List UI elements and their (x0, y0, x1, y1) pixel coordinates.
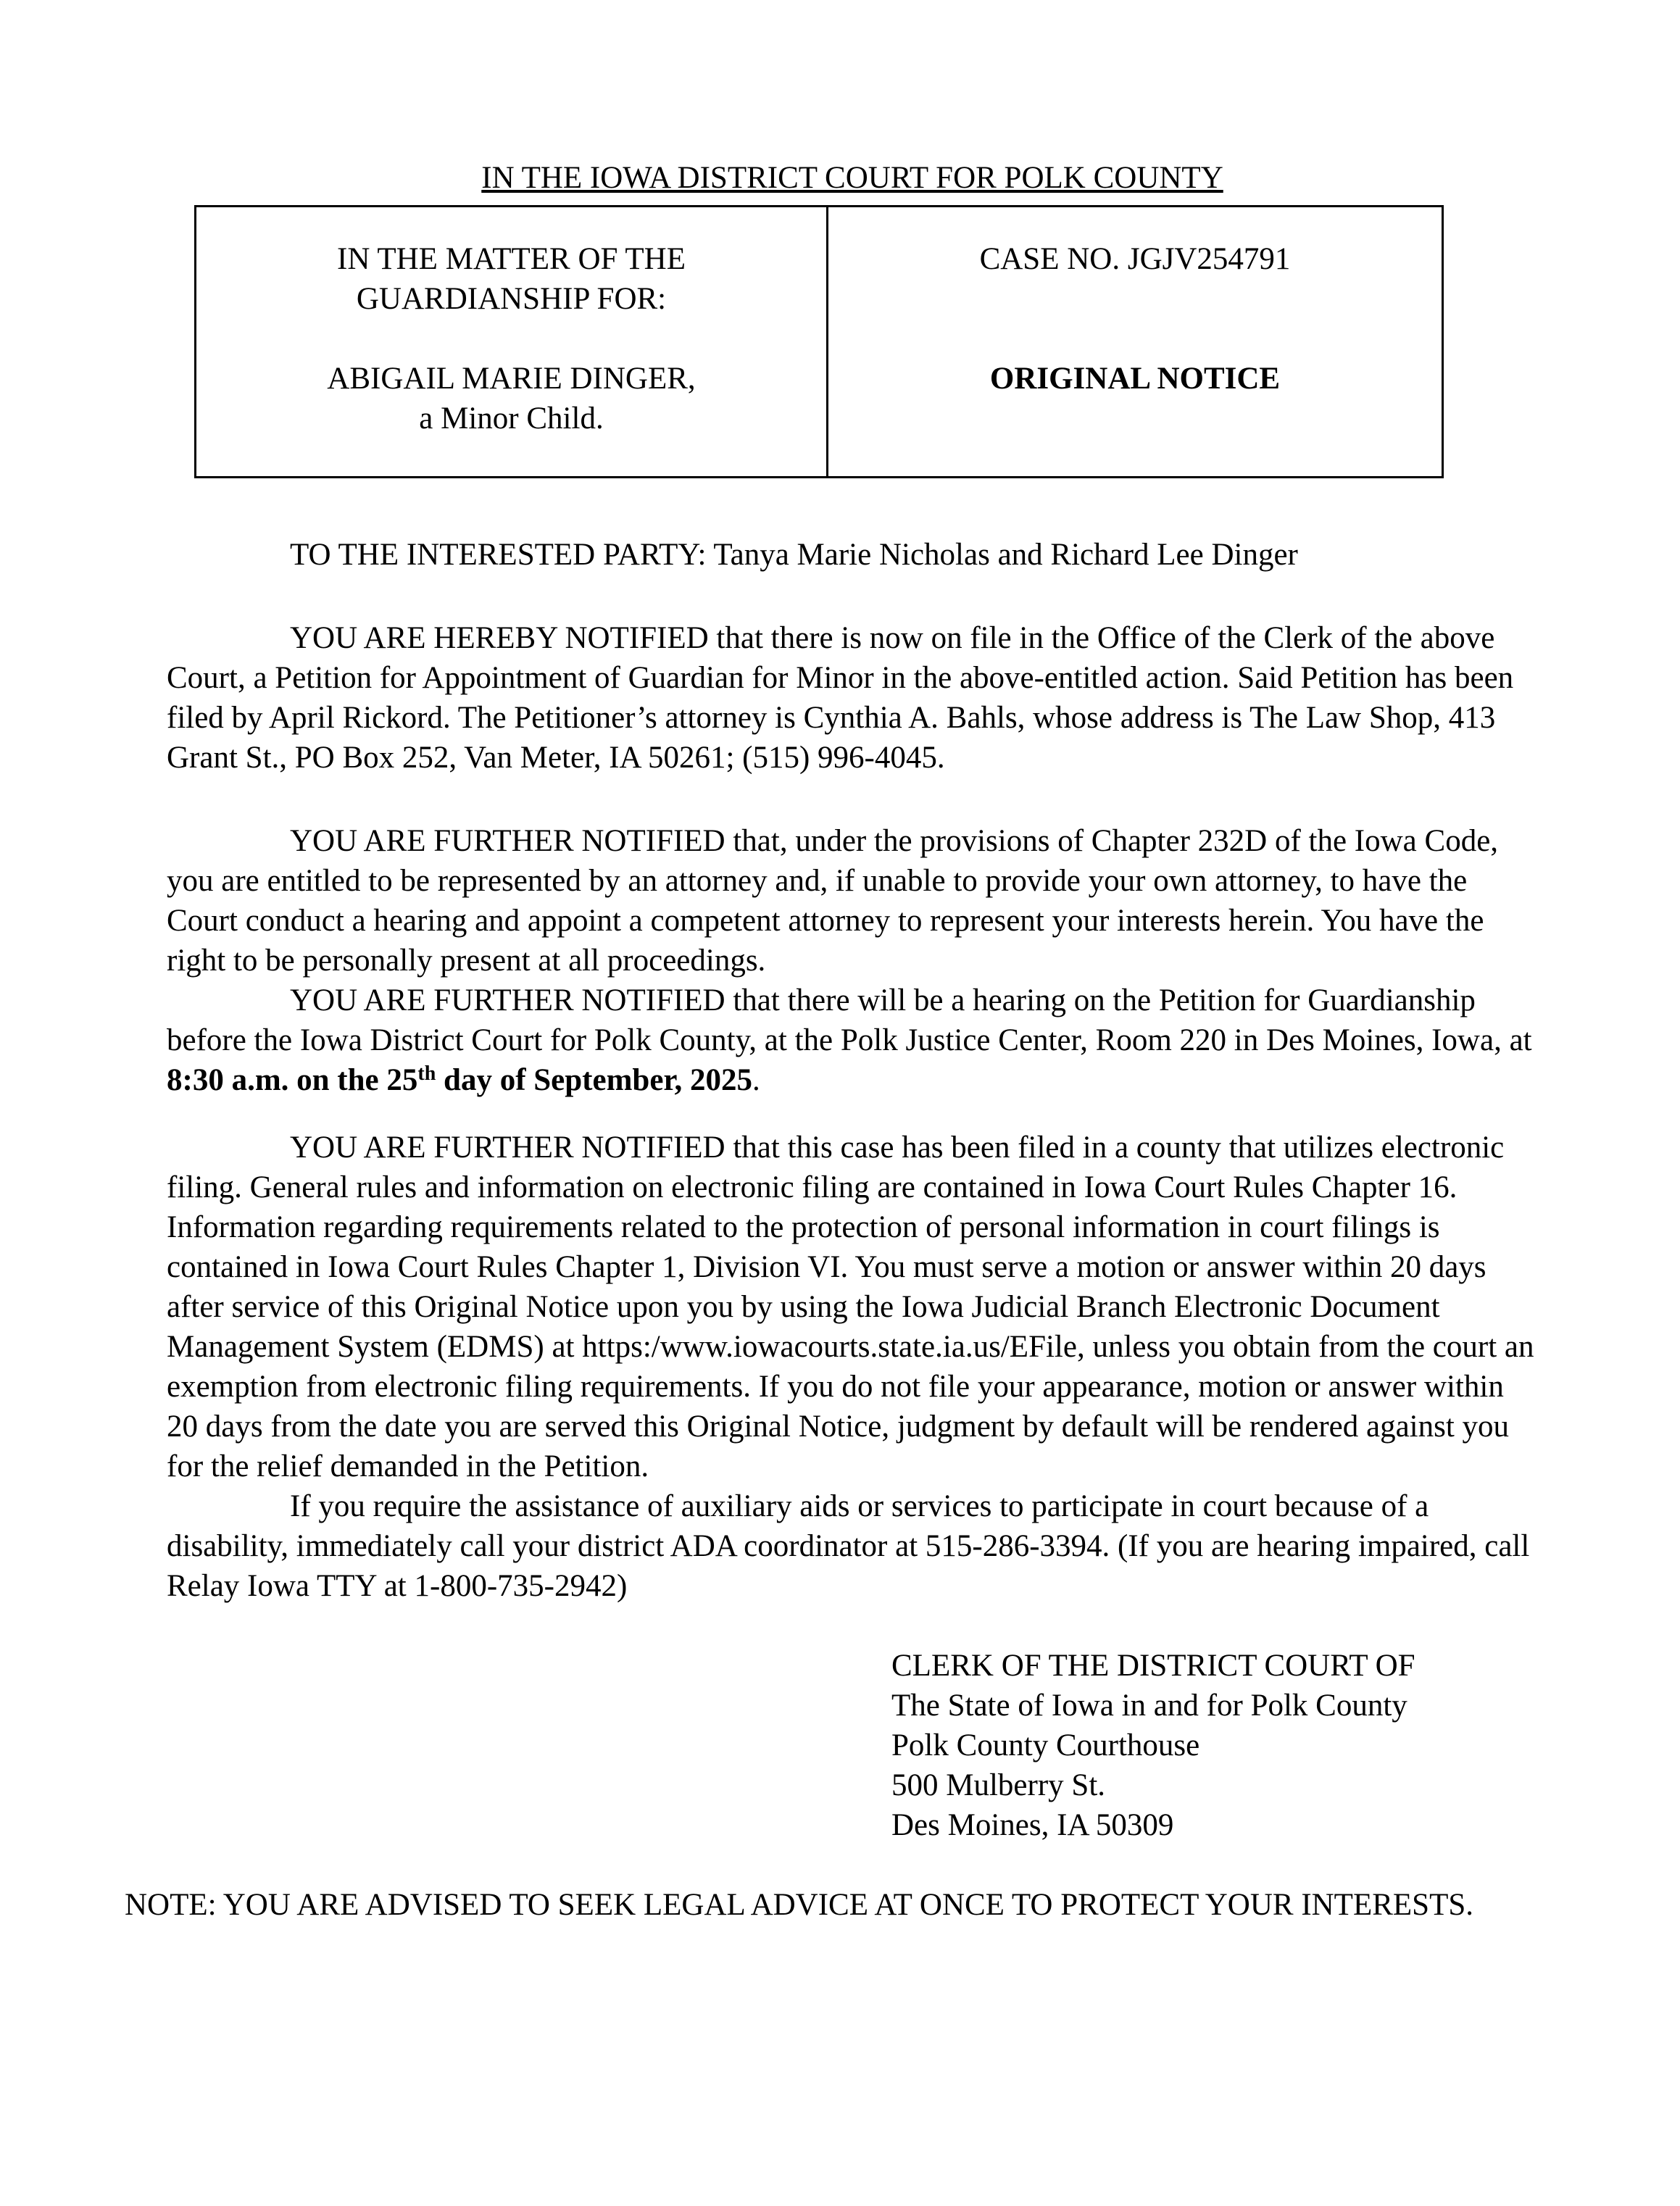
minor-description-line: a Minor Child. (419, 401, 604, 436)
hearing-date-ordinal-superscript: th (417, 1062, 436, 1085)
minor-name-line: ABIGAIL MARIE DINGER, (327, 362, 696, 396)
clerk-line-2: The State of Iowa in and for Polk County (891, 1689, 1407, 1723)
notice-title: ORIGINAL NOTICE (989, 362, 1281, 396)
matter-heading-group (214, 239, 809, 319)
clerk-address-street: 500 Mulberry St. (891, 1768, 1106, 1802)
clerk-signature-block (891, 1646, 1538, 1845)
case-number: CASE NO. JGJV254791 (979, 242, 1291, 276)
caption-box-left-cell (196, 207, 826, 476)
clerk-line-1: CLERK OF THE DISTRICT COURT OF (891, 1649, 1415, 1683)
hearing-datetime-bold: 8:30 a.m. on the 25 (167, 1063, 418, 1097)
minor-name-group (214, 359, 809, 438)
clerk-line-3: Polk County Courthouse (891, 1728, 1200, 1762)
paragraph-ada-assistance: If you require the assistance of auxiliary aids or services to participate in court because of a disability, immediately call your district ADA coordinator at 515-286-3394. (If you are hearing impaired, call Relay Iowa TTY at 1-800-735-2942) (167, 1489, 1530, 1603)
legal-advice-note: NOTE: YOU ARE ADVISED TO SEEK LEGAL ADVICE AT ONCE TO PROTECT YOUR INTERESTS. (125, 1888, 1474, 1922)
clerk-address-city: Des Moines, IA 50309 (891, 1808, 1174, 1842)
interested-party-line: TO THE INTERESTED PARTY: Tanya Marie Nicholas and Richard Lee Dinger (290, 538, 1298, 572)
hearing-sentence-period: . (752, 1063, 760, 1097)
matter-line-2: GUARDIANSHIP FOR: (356, 282, 667, 316)
hearing-date-bold: day of September, 2025 (436, 1063, 753, 1097)
court-header-title: IN THE IOWA DISTRICT COURT FOR POLK COUNTY (481, 161, 1223, 195)
hearing-text: YOU ARE FURTHER NOTIFIED that there will be a hearing on the Petition for Guardianship before the Iowa District Court for Polk County, at the Polk Justice Center, Room 220 in Des Moines, Iowa, at (167, 983, 1532, 1057)
paragraph-further-notified-attorney: YOU ARE FURTHER NOTIFIED that, under the provisions of Chapter 232D of the Iowa Code, you are entitled to be represented by an attorney and, if unable to provide your own attorney, to have the Court conduct a hearing and appoint a competent attorney to represent your interests herein. You have the right to be personally present at all proceedings. (167, 824, 1499, 978)
paragraph-hereby-notified: YOU ARE HEREBY NOTIFIED that there is now on file in the Office of the Clerk of the above Court, a Petition for Appointment of Guardian for Minor in the above-entitled action. Said Petition has been filed by April Rickord. The Petitioner’s attorney is Cynthia A. Bahls, whose address is The Law Shop, 413 Grant St., PO Box 252, Van Meter, IA 50261; (515) 996-4045. (167, 621, 1514, 775)
paragraph-electronic-filing: YOU ARE FURTHER NOTIFIED that this case has been filed in a county that utilizes electronic filing. General rules and information on electronic filing are contained in Iowa Court Rules Chapter 16. Information regarding requirements related to the protection of personal information in court filings is contained in Iowa Court Rules Chapter 1, Division VI. You must serve a motion or answer within 20 days after service of this Original Notice upon you by using the Iowa Judicial Branch Electronic Document Management System (EDMS) at https:/www.iowacourts.state.ia.us/EFile, unless you obtain from the court an exemption from electronic filing requirements. If you do not file your appearance, motion or answer within 20 days from the date you are served this Original Notice, judgment by default will be rendered against you for the relief demanded in the Petition. (167, 1131, 1534, 1483)
caption-box-right-cell (826, 207, 1442, 476)
paragraph-further-notified-hearing (167, 981, 1538, 1100)
matter-line-1: IN THE MATTER OF THE (337, 242, 686, 276)
caption-box (194, 205, 1444, 478)
